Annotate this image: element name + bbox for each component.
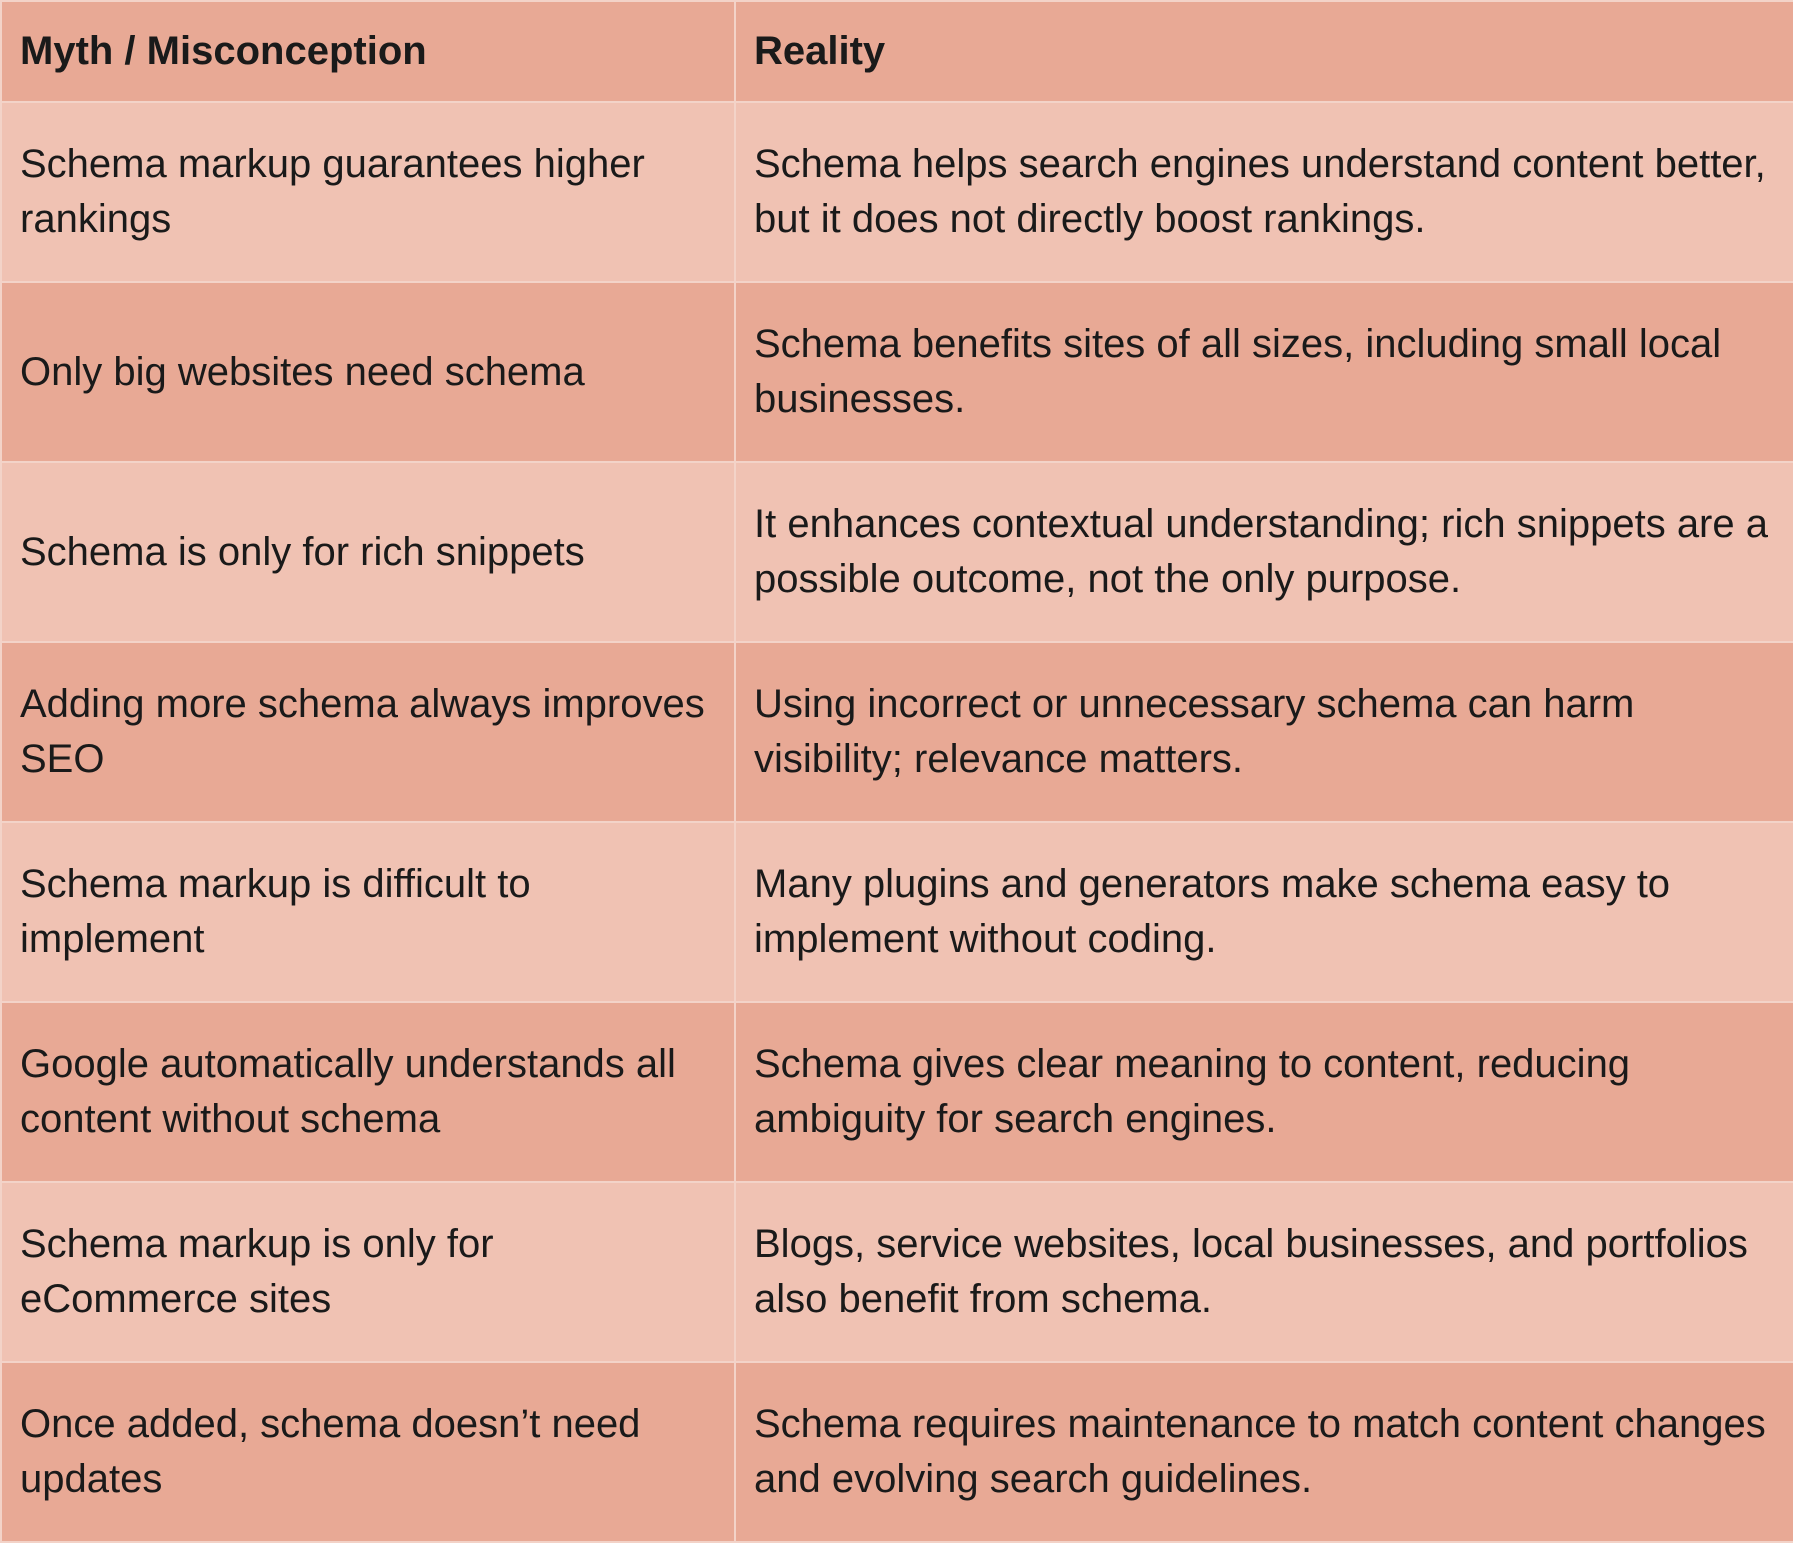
table-row: [1, 102, 1793, 282]
myth-cell: Once added, schema doesn’t need updates: [1, 1362, 735, 1542]
table-row: [1, 1002, 1793, 1182]
table-header-row: [1, 1, 1793, 102]
table-row: [1, 1362, 1793, 1542]
reality-cell: Schema gives clear meaning to content, reducing ambiguity for search engines.: [735, 1002, 1793, 1182]
table-row: [1, 282, 1793, 462]
table-row: [1, 822, 1793, 1002]
reality-cell: It enhances contextual understanding; rich snippets are a possible outcome, not the only purpose.: [735, 462, 1793, 642]
header-myth: Myth / Misconception: [1, 1, 735, 102]
myth-cell: Schema markup is difficult to implement: [1, 822, 735, 1002]
reality-cell: Many plugins and generators make schema easy to implement without coding.: [735, 822, 1793, 1002]
table-row: [1, 1182, 1793, 1362]
table-row: [1, 642, 1793, 822]
reality-cell: Using incorrect or unnecessary schema can harm visibility; relevance matters.: [735, 642, 1793, 822]
reality-cell: Schema helps search engines understand content better, but it does not directly boost rankings.: [735, 102, 1793, 282]
myth-cell: Schema markup guarantees higher rankings: [1, 102, 735, 282]
myth-cell: Schema markup is only for eCommerce sites: [1, 1182, 735, 1362]
reality-cell: Schema requires maintenance to match content changes and evolving search guidelines.: [735, 1362, 1793, 1542]
header-reality: Reality: [735, 1, 1793, 102]
myth-cell: Only big websites need schema: [1, 282, 735, 462]
myth-cell: Adding more schema always improves SEO: [1, 642, 735, 822]
myth-cell: Google automatically understands all content without schema: [1, 1002, 735, 1182]
reality-cell: Blogs, service websites, local businesses, and portfolios also benefit from schema.: [735, 1182, 1793, 1362]
reality-cell: Schema benefits sites of all sizes, including small local businesses.: [735, 282, 1793, 462]
myth-cell: Schema is only for rich snippets: [1, 462, 735, 642]
table-row: [1, 462, 1793, 642]
